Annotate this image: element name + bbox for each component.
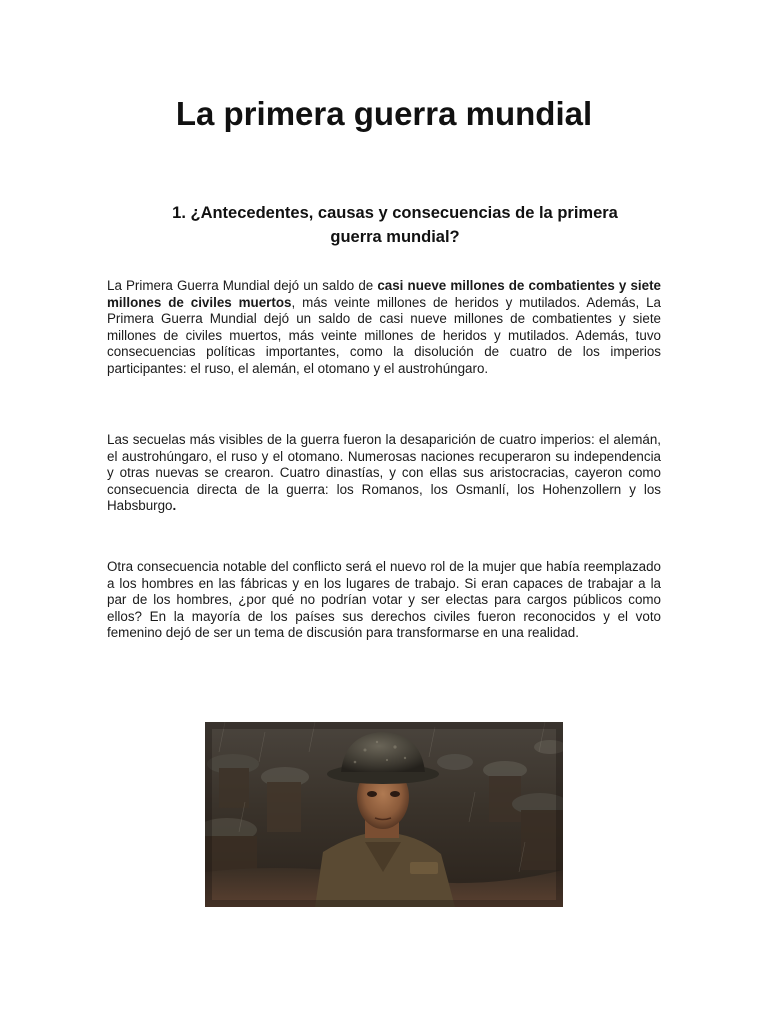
section-heading: 1. ¿Antecedentes, causas y consecuencias de la primera guerra mundial? — [172, 204, 618, 246]
paragraph-women-role: Otra consecuencia notable del conflicto será el nuevo rol de la mujer que había reemplazado a los hombres en las fábricas y en los lugares de trabajo. Si eran capaces de trabajar a la par de los hombres, ¿por qué no podrían votar y ser electas para cargos públicos como ellos? En la mayoría de los países sus derechos civiles fueron reconocidos y el voto femenino dejó de ser un tema de discusión para transformarse en una realidad. — [107, 559, 661, 641]
soldier-photo — [205, 722, 563, 907]
page-title: La primera guerra mundial — [175, 95, 593, 132]
paragraph-text: , más veinte millones de heridos y mutilados. Además, La Primera Guerra Mundial dejó un saldo de casi nueve millones de combatientes y siete millones de civiles muertos, más veinte millones de heridos y mutilados. Además, tuvo consecuencias políticas importantes, como la disolución de cuatro de los imperios participantes: el ruso, el alemán, el otomano y el austrohúngaro. — [107, 294, 662, 376]
paragraph-text: Las secuelas más visibles de la guerra fueron la desaparición de cuatro imperios: el alemán, el austrohúngaro, el ruso y el otomano. Numerosas naciones recuperaron su independencia y otras nuevas se crearon. Cuatro dinastías, y con ellas sus aristocracias, cayeron como consecuencia directa de la guerra: los Romanos, los Osmanlí, los Hohenzollern y los Habsburgo — [107, 432, 661, 514]
paragraph-bold-period: . — [172, 498, 177, 514]
paragraph-bold-text: casi nueve millones de combatientes y siete millones de civiles muertos — [107, 278, 662, 310]
paragraph-consequences — [107, 278, 661, 378]
paragraph-empires — [107, 432, 661, 515]
paragraph-text: La Primera Guerra Mundial dejó un saldo de — [107, 278, 378, 293]
